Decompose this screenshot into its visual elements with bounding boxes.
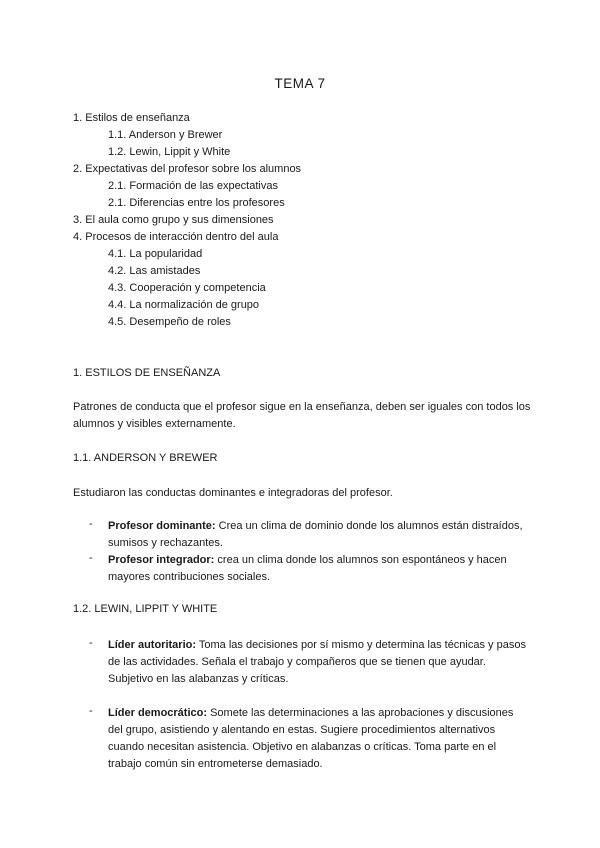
bullet-item [108, 518, 528, 552]
subsection-heading: 1.2. LEWIN, LIPPIT Y WHITE [73, 603, 218, 615]
toc-subitem: 2.1. Formación de las expectativas [108, 180, 278, 192]
bullet-term: Profesor integrador: [108, 554, 215, 566]
toc-subitem: 4.1. La popularidad [108, 248, 203, 260]
toc-item: 4. Procesos de interacción dentro del aula [73, 231, 279, 243]
bullet-term: Líder autoritario: [108, 639, 197, 651]
bullet-dash: - [89, 552, 93, 564]
document-title: TEMA 7 [274, 76, 326, 91]
toc-subitem: 1.2. Lewin, Lippit y White [108, 146, 231, 158]
bullet-description: Toma las decisiones por sí mismo y determina las técnicas y pasos de las actividades. Señala el trabajo y compañeros que se tienen que ayudar. Subjetivo en las alabanzas y críticas. [108, 639, 526, 685]
toc-subitem: 4.4. La normalización de grupo [108, 299, 260, 311]
toc-item: 1. Estilos de enseñanza [73, 112, 190, 124]
bullet-description: Crea un clima de dominio donde los alumnos están distraídos, sumisos y rechazantes. [108, 520, 523, 549]
bullet-item [108, 552, 528, 586]
bullet-term: Líder democrático: [108, 707, 208, 719]
toc-subitem: 1.1. Anderson y Brewer [108, 129, 223, 141]
toc-subitem: 2.1. Diferencias entre los profesores [108, 197, 285, 209]
bullet-dash: - [89, 705, 93, 717]
subsection-paragraph: Estudiaron las conductas dominantes e integradoras del profesor. [73, 487, 393, 499]
toc-subitem: 4.2. Las amistades [108, 265, 201, 277]
bullet-description: crea un clima donde los alumnos son espontáneos y hacen mayores contribuciones sociales. [108, 554, 507, 583]
bullet-dash: - [89, 637, 93, 649]
bullet-dash: - [89, 518, 93, 530]
subsection-heading: 1.1. ANDERSON Y BREWER [73, 452, 218, 464]
bullet-description: Somete las determinaciones a las aprobaciones y discusiones del grupo, asistiendo y alentando en estas. Sugiere procedimientos alternativos cuando necesitan asistencia. Objetivo en alabanzas o críticas. Toma parte en el trabajo común sin entrometerse demasiado. [108, 707, 514, 770]
section-paragraph: Patrones de conducta que el profesor sigue en la enseñanza, deben ser iguales con todos los alumnos y visibles externamente. [73, 401, 531, 430]
toc-subitem: 4.5. Desempeño de roles [108, 316, 231, 328]
section-heading: 1. ESTILOS DE ENSEÑANZA [73, 367, 221, 379]
bullet-item [108, 637, 528, 688]
bullet-term: Profesor dominante: [108, 520, 216, 532]
bullet-item [108, 705, 528, 773]
toc-item: 3. El aula como grupo y sus dimensiones [73, 214, 274, 226]
toc-subitem: 4.3. Cooperación y competencia [108, 282, 266, 294]
toc-item: 2. Expectativas del profesor sobre los alumnos [73, 163, 302, 175]
